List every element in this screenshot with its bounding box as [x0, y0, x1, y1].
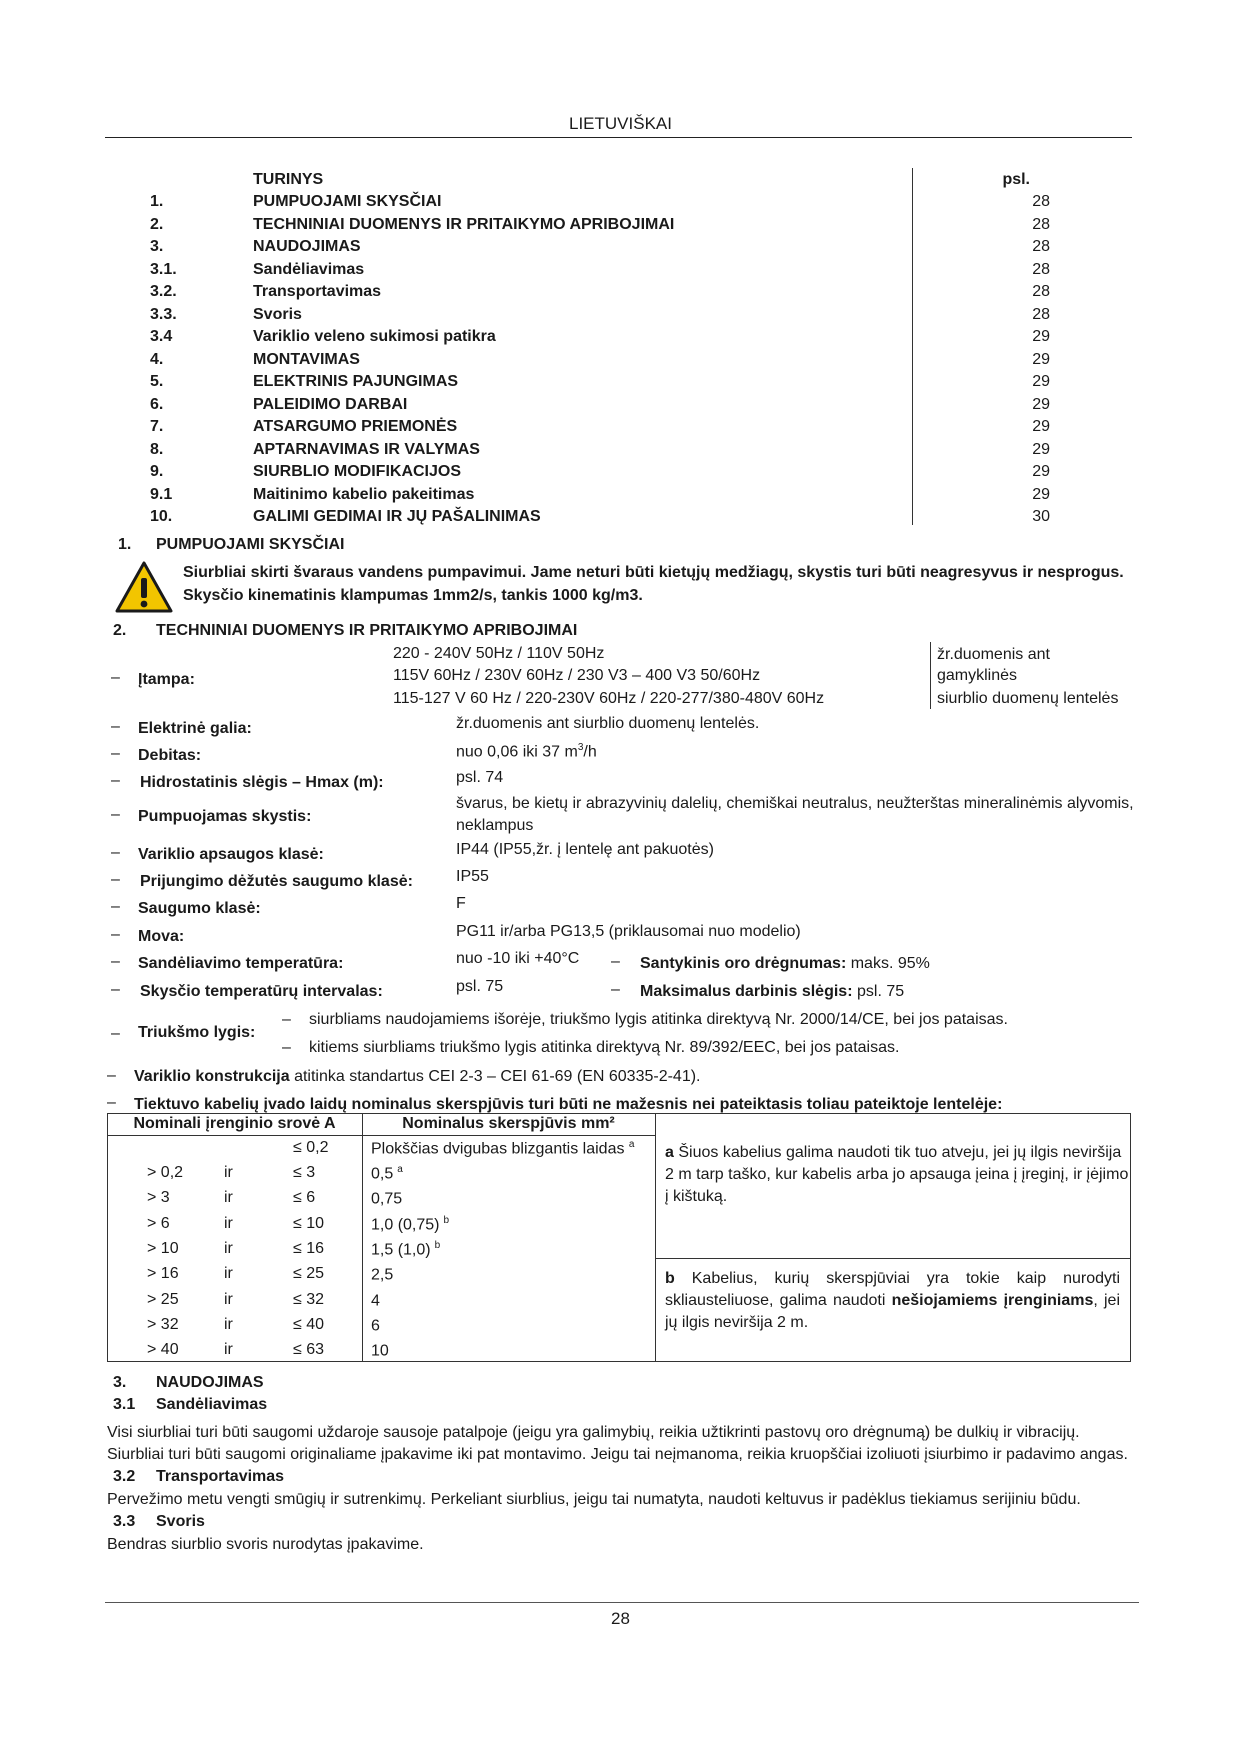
- power-label: Elektrinė galia:: [138, 720, 252, 737]
- cable-max: ≤ 32: [293, 1290, 325, 1308]
- dash: –: [111, 1025, 120, 1042]
- header-rule: [105, 137, 1132, 138]
- toc-divider: [912, 168, 913, 525]
- toc-item-number: 3.4: [150, 328, 173, 345]
- liquid-temp-label: Skysčio temperatūrų intervalas:: [140, 983, 383, 1000]
- voltage-note-line: gamyklinės: [937, 667, 1018, 684]
- toc-item-number: 8.: [150, 440, 164, 458]
- toc-item-title: PUMPUOJAMI SKYSČIAI: [253, 193, 442, 210]
- toc-item-number: 9.: [150, 463, 164, 480]
- toc-item-title: ELEKTRINIS PAJUNGIMAS: [253, 373, 459, 390]
- page-header-language: LIETUVIŠKAI: [569, 114, 672, 133]
- toc-item-title: Sandėliavimas: [253, 260, 365, 278]
- gland-label: Mova:: [138, 928, 185, 945]
- note-b: b Kabelius, kurių skerspjūviai yra tokie kaip nurodyti skliausteliuose, galima naudoti nešiojamiems įrenginiams, jei jų ilgis neviršija 2 m.: [665, 1270, 1120, 1331]
- cable-section: 10: [371, 1342, 389, 1360]
- cable-ir: ir: [224, 1239, 233, 1257]
- cable-max: ≤ 3: [293, 1164, 316, 1181]
- toc-item-title: MONTAVIMAS: [253, 350, 360, 368]
- cable-section: 4: [371, 1291, 380, 1309]
- section1-line1: Siurbliai skirti švaraus vandens pumpavimui. Jame neturi būti kietųjų medžiagų, skystis turi būti neagresyvus ir nesprogus.: [183, 564, 1124, 581]
- cable-max: ≤ 10: [293, 1214, 325, 1232]
- dash: –: [111, 898, 120, 915]
- toc-item-page: 29: [1032, 440, 1050, 458]
- dash: –: [611, 953, 620, 970]
- section31-paragraph: Siurbliai turi būti saugomi originaliame įpakavime iki pat montavimo. Jeigu tai neįmanoma, reikia kruopščiai izoliuoti įsiurbimo ir padavimo angas.: [107, 1446, 1128, 1463]
- cable-section: 1,0 (0,75) $^b$: [371, 1214, 450, 1233]
- voltage-label: Įtampa:: [138, 671, 195, 688]
- dash: –: [111, 844, 120, 861]
- toc-item-number: 10.: [150, 508, 173, 525]
- dash: –: [611, 981, 620, 998]
- toc-item-title: Maitinimo kabelio pakeitimas: [253, 485, 475, 503]
- section32-paragraph: Pervežimo metu vengti smūgių ir sutrenkimų. Perkeliant siurblius, jeigu tai numatyta, naudoti keltuvus ir padėklus tiekiamus serijiniu būdu.: [107, 1491, 1081, 1508]
- cable-section: Plokščias dvigubas blizgantis laidas $^a$: [371, 1139, 635, 1158]
- dash: –: [111, 718, 120, 735]
- cable-table-rule: [655, 1258, 1131, 1259]
- section2-title: TECHNINIAI DUOMENYS IR PRITAIKYMO APRIBOJIMAI: [156, 622, 578, 639]
- max-pressure: Maksimalus darbinis slėgis: psl. 75: [640, 983, 905, 1000]
- cable-section: 2,5: [371, 1266, 394, 1284]
- cable-ir: ir: [224, 1164, 233, 1181]
- cable-section: 0,75: [371, 1190, 403, 1208]
- cable-table-rule: [107, 1135, 655, 1136]
- storage-temp-label: Sandėliavimo temperatūra:: [138, 955, 344, 972]
- head-value: psl. 74: [456, 769, 504, 786]
- flow-label: Debitas:: [138, 747, 202, 764]
- dash: –: [111, 669, 120, 686]
- note-a: a Šiuos kabelius galima naudoti tik tuo atveju, jei jų ilgis neviršija 2 m tarp taško, kur kabelis arba jo apsauga įeina į įreginį, ir įėjimo į kištuką.: [665, 1144, 1129, 1205]
- toc-item-page: 29: [1032, 328, 1050, 345]
- page-number: 28: [611, 1609, 630, 1628]
- section3-title: NAUDOJIMAS: [156, 1374, 264, 1391]
- warning-triangle-icon: [114, 560, 174, 614]
- section33-paragraph: Bendras siurblio svoris nurodytas įpakavime.: [107, 1536, 424, 1553]
- cable-section: 0,5 $^a$: [371, 1164, 403, 1183]
- voltage-line: 220 - 240V 50Hz / 110V 50Hz: [393, 645, 605, 662]
- liquid-temp-value: psl. 75: [456, 978, 504, 995]
- toc-item-number: 2.: [150, 215, 164, 233]
- toc-item-page: 30: [1032, 508, 1050, 525]
- cable-max: ≤ 40: [293, 1315, 325, 1333]
- cable-min: > 40: [147, 1341, 179, 1359]
- dash: –: [282, 1011, 291, 1028]
- toc-item-page: 29: [1032, 485, 1050, 503]
- voltage-note-line: siurblio duomenų lentelės: [937, 690, 1119, 707]
- terminal-box-value: IP55: [456, 868, 489, 885]
- toc-item-number: 9.1: [150, 485, 173, 503]
- toc-item-page: 28: [1032, 193, 1050, 210]
- cable-min: > 6: [147, 1214, 170, 1232]
- toc-item-title: Svoris: [253, 305, 302, 323]
- cable-ir: ir: [224, 1315, 233, 1333]
- cable-min: > 16: [147, 1265, 179, 1283]
- footer-rule: [105, 1602, 1139, 1603]
- liquid-line: neklampus: [456, 817, 534, 834]
- toc-item-title: GALIMI GEDIMAI IR JŲ PAŠALINIMAS: [253, 508, 541, 525]
- cable-ir: ir: [224, 1214, 233, 1232]
- cable-min: > 32: [147, 1315, 179, 1333]
- cable-ir: ir: [224, 1290, 233, 1308]
- cable-min: > 25: [147, 1290, 179, 1308]
- noise-label: Triukšmo lygis:: [138, 1024, 256, 1041]
- voltage-line: 115V 60Hz / 230V 60Hz / 230 V3 – 400 V3 50/60Hz: [393, 667, 761, 684]
- toc-item-page: 29: [1032, 463, 1050, 480]
- toc-item-title: Variklio veleno sukimosi patikra: [253, 328, 496, 345]
- toc-item-page: 28: [1032, 283, 1050, 300]
- dash: –: [107, 1094, 116, 1111]
- dash: –: [111, 981, 120, 998]
- cable-min: > 10: [147, 1239, 179, 1257]
- head-label: Hidrostatinis slėgis – Hmax (m):: [140, 774, 384, 791]
- toc-item-title: TECHNINIAI DUOMENYS IR PRITAIKYMO APRIBOJIMAI: [253, 215, 675, 233]
- cable-ir: ir: [224, 1189, 233, 1207]
- cable-section: 1,5 (1,0) $^b$: [371, 1239, 441, 1259]
- cable-max: ≤ 0,2: [293, 1139, 329, 1156]
- toc-item-page: 29: [1032, 395, 1050, 413]
- toc-item-page: 29: [1032, 418, 1050, 435]
- toc-item-page: 29: [1032, 373, 1050, 390]
- section1-number: 1.: [118, 536, 132, 553]
- power-value: žr.duomenis ant siurblio duomenų lentelės.: [456, 715, 760, 732]
- voltage-note-line: žr.duomenis ant: [937, 646, 1050, 663]
- section33-title: Svoris: [156, 1513, 205, 1530]
- toc-item-number: 3.3.: [150, 305, 177, 323]
- storage-temp-value: nuo -10 iki +40°C: [456, 950, 580, 967]
- dash: –: [111, 871, 120, 888]
- dash: –: [111, 806, 120, 823]
- section31-paragraph: Visi siurbliai turi būti saugomi uždaroje sausoje patalpoje (jeigu yra galimybių, reikia užtikrinti pastovų oro drėgnumą) be dulkių ir vibracijų.: [107, 1424, 1080, 1441]
- toc-item-title: PALEIDIMO DARBAI: [253, 395, 408, 413]
- section33-number: 3.3: [113, 1513, 136, 1530]
- motor-protection-value: IP44 (IP55,žr. į lentelę ant pakuotės): [456, 841, 714, 858]
- cable-min: > 0,2: [147, 1164, 184, 1181]
- toc-page-heading: psl.: [1002, 171, 1030, 188]
- liquid-line: švarus, be kietų ir abrazyvinių dalelių, chemiškai neutralus, neužterštas mineralinėmis alyvomis,: [456, 795, 1134, 812]
- toc-item-number: 3.2.: [150, 283, 177, 300]
- cable-intro: Tiektuvo kabelių įvado laidų nominalus skerspjūvis turi būti ne mažesnis nei pateiktasis toliau pateiktoje lentelėje:: [134, 1096, 1003, 1113]
- cable-head-current: Nominali įrenginio srovė A: [133, 1115, 336, 1132]
- liquid-label: Pumpuojamas skystis:: [138, 808, 312, 825]
- toc-title: TURINYS: [253, 171, 324, 188]
- dash: –: [111, 772, 120, 789]
- toc-item-title: Transportavimas: [253, 283, 382, 300]
- toc-item-title: SIURBLIO MODIFIKACIJOS: [253, 463, 462, 480]
- section2-number: 2.: [113, 622, 127, 639]
- cable-min: > 3: [147, 1189, 170, 1207]
- toc-item-number: 7.: [150, 418, 164, 435]
- toc-item-title: ATSARGUMO PRIEMONĖS: [253, 418, 458, 435]
- dash: –: [107, 1067, 116, 1084]
- cable-table-rule: [655, 1113, 656, 1362]
- dash: –: [282, 1039, 291, 1056]
- section32-number: 3.2: [113, 1468, 136, 1485]
- toc-item-number: 6.: [150, 395, 164, 413]
- toc-item-page: 28: [1032, 238, 1050, 255]
- section31-number: 3.1: [113, 1396, 136, 1413]
- toc-item-title: APTARNAVIMAS IR VALYMAS: [253, 440, 480, 458]
- voltage-line: 115-127 V 60 Hz / 220-230V 60Hz / 220-277/380-480V 60Hz: [393, 690, 825, 707]
- section32-title: Transportavimas: [156, 1468, 285, 1485]
- toc-item-number: 4.: [150, 350, 164, 368]
- humidity: Santykinis oro drėgnumas: maks. 95%: [640, 955, 930, 972]
- terminal-box-label: Prijungimo dėžutės saugumo klasė:: [140, 873, 413, 890]
- toc-item-number: 3.1.: [150, 260, 177, 278]
- toc-item-number: 3.: [150, 238, 164, 255]
- cable-max: ≤ 25: [293, 1265, 325, 1283]
- toc-item-number: 1.: [150, 193, 164, 210]
- motor-protection-label: Variklio apsaugos klasė:: [138, 846, 324, 863]
- insulation-label: Saugumo klasė:: [138, 900, 261, 917]
- section1-title: PUMPUOJAMI SKYSČIAI: [156, 536, 345, 553]
- toc-item-page: 28: [1032, 305, 1050, 323]
- noise-line: kitiems siurbliams triukšmo lygis atitinka direktyvą Nr. 89/392/EEC, bei jos pataisas.: [309, 1039, 900, 1056]
- insulation-value: F: [456, 895, 466, 912]
- toc-item-title: NAUDOJIMAS: [253, 238, 361, 255]
- section31-title: Sandėliavimas: [156, 1396, 268, 1413]
- toc-item-page: 28: [1032, 215, 1050, 233]
- cable-max: ≤ 16: [293, 1239, 325, 1257]
- dash: –: [111, 953, 120, 970]
- flow-value: nuo 0,06 iki 37 $m^3/h$: [456, 742, 597, 761]
- cable-ir: ir: [224, 1265, 233, 1283]
- gland-value: PG11 ir/arba PG13,5 (priklausomai nuo modelio): [456, 923, 801, 940]
- cable-table-rule: [362, 1113, 363, 1362]
- toc-item-number: 5.: [150, 373, 164, 390]
- motor-construction: Variklio konstrukcija atitinka standartus CEI 2-3 – CEI 61-69 (EN 60335-2-41).: [134, 1068, 701, 1085]
- voltage-note-divider: [930, 642, 931, 709]
- cable-max: ≤ 6: [293, 1189, 316, 1207]
- toc-item-page: 28: [1032, 260, 1050, 278]
- dash: –: [111, 745, 120, 762]
- toc-item-page: 29: [1032, 350, 1050, 368]
- cable-max: ≤ 63: [293, 1341, 325, 1359]
- dash: –: [111, 926, 120, 943]
- noise-line: siurbliams naudojamiems išorėje, triukšmo lygis atitinka direktyvą Nr. 2000/14/CE, bei jos pataisas.: [309, 1011, 1008, 1028]
- section3-number: 3.: [113, 1374, 127, 1391]
- cable-head-section: Nominalus skerspjūvis mm²: [402, 1115, 615, 1132]
- section1-line2: Skysčio kinematinis klampumas 1mm2/s, tankis 1000 kg/m3.: [183, 587, 643, 604]
- cable-ir: ir: [224, 1341, 233, 1359]
- cable-section: 6: [371, 1317, 380, 1335]
